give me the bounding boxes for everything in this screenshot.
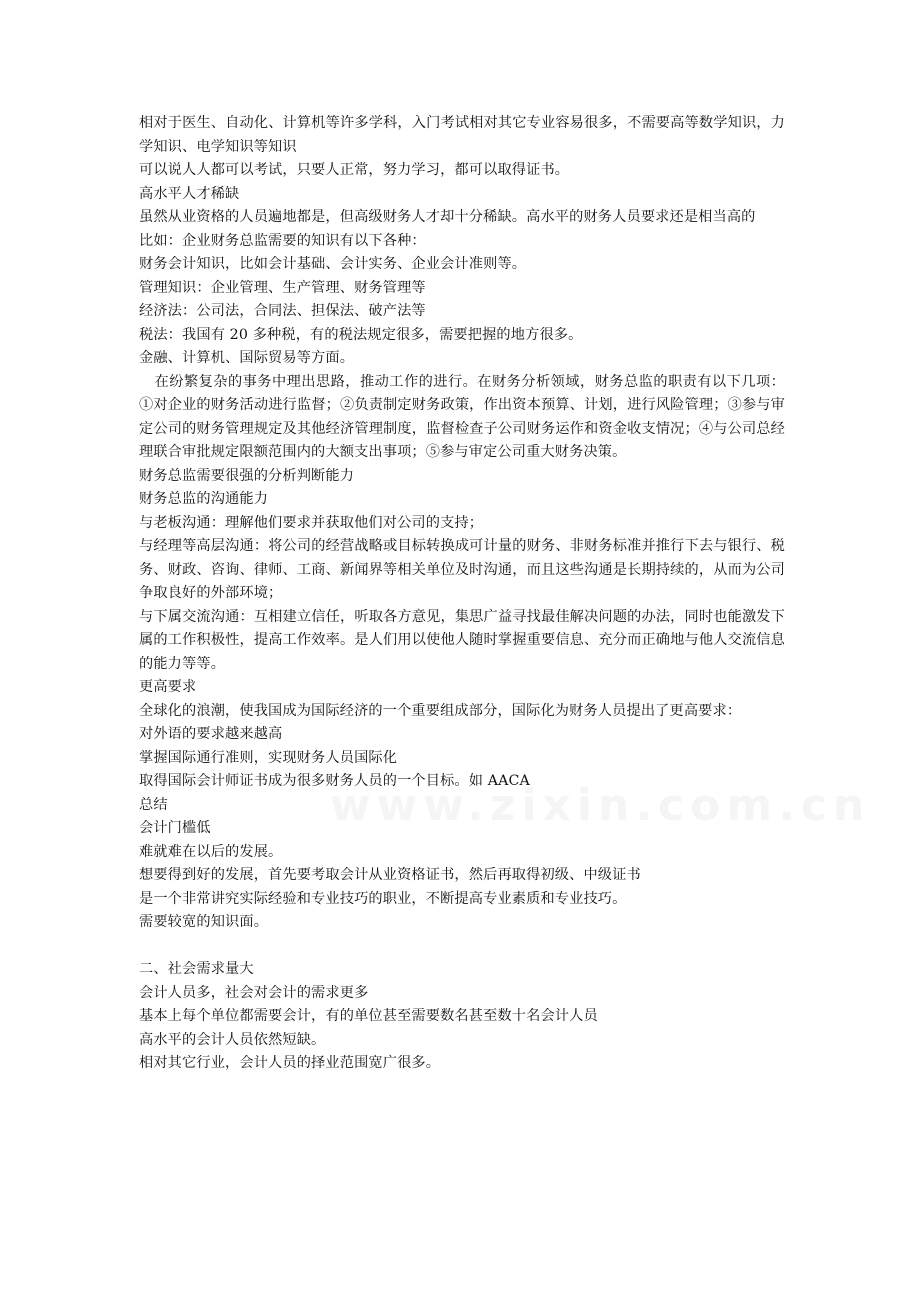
- paragraph: 比如：企业财务总监需要的知识有以下各种：: [139, 232, 426, 249]
- paragraph: 基本上每个单位都需要会计，有的单位甚至需要数名甚至数十名会计人员: [139, 1008, 598, 1024]
- paragraph: 相对其它行业，会计人员的择业范围宽广很多。: [139, 1055, 441, 1071]
- paragraph: 是一个非常讲究实际经验和专业技巧的职业，不断提高专业素质和专业技巧。: [139, 890, 627, 907]
- list-item: 对外语的要求越来越高: [139, 726, 283, 742]
- paragraph: 财务总监需要很强的分析判断能力: [139, 467, 355, 484]
- paragraph: 想要得到好的发展，首先要考取会计从业资格证书，然后再取得初级、中级证书: [139, 867, 641, 883]
- paragraph: 会计人员多，社会对会计的需求更多: [139, 984, 369, 1001]
- paragraph: 全球化的浪潮，使我国成为国际经济的一个重要组成部分，国际化为财务人员提出了更高要求：: [139, 702, 742, 719]
- document-body: [139, 112, 785, 1076]
- section-heading: 高水平人才稀缺: [139, 185, 240, 202]
- paragraph: 难就难在以后的发展。: [139, 843, 283, 860]
- paragraph: 可以说人人都可以考试，只要人正常，努力学习，都可以取得证书。: [139, 162, 570, 178]
- list-item: 经济法：公司法，合同法、担保法、破产法等: [139, 303, 426, 319]
- list-item: 金融、计算机、国际贸易等方面。: [139, 350, 355, 366]
- section-heading: 更高要求: [139, 679, 197, 695]
- paragraph: 与经理等高层沟通：将公司的经营战略或目标转换成可计量的财务、非财务标准并推行下去与银行、税务、财政、咨询、律师、工商、新闻界等相关单位及时沟通，而且这些沟通是长期持续的，从而为公司争取良好的外部环境；: [139, 538, 785, 601]
- section-heading: 财务总监的沟通能力: [139, 491, 269, 507]
- blank-line: [139, 935, 785, 959]
- list-item: 财务会计知识，比如会计基础、会计实务、企业会计准则等。: [139, 256, 527, 272]
- section-heading: 总结: [139, 796, 168, 813]
- paragraph: 相对于医生、自动化、计算机等许多学科，入门考试相对其它专业容易很多，不需要高等数学知识，力学知识、电学知识等知识: [139, 115, 785, 155]
- paragraph: 会计门槛低: [139, 820, 211, 836]
- paragraph: 虽然从业资格的人员遍地都是，但高级财务人才却十分稀缺。高水平的财务人员要求还是相当高的: [139, 209, 756, 225]
- paragraph: 与下属交流沟通：互相建立信任，听取各方意见，集思广益寻找最佳解决问题的办法，同时也能激发下属的工作积极性，提高工作效率。是人们用以使他人随时掌握重要信息、充分而正确地与他人交流信息的能力等等。: [139, 608, 785, 672]
- section-heading: 二、社会需求量大: [139, 961, 254, 977]
- list-item: 掌握国际通行准则，实现财务人员国际化: [139, 749, 398, 766]
- list-item: 税法：我国有 20 多种税，有的税法规定很多，需要把握的地方很多。: [139, 326, 583, 343]
- paragraph: 与老板沟通：理解他们要求并获取他们对公司的支持；: [139, 514, 484, 531]
- paragraph: 需要较宽的知识面。: [139, 914, 269, 930]
- paragraph: 高水平的会计人员依然短缺。: [139, 1031, 326, 1048]
- list-item: 管理知识：企业管理、生产管理、财务管理等: [139, 279, 426, 296]
- list-item: 取得国际会计师证书成为很多财务人员的一个目标。如 AACA: [139, 773, 530, 789]
- paragraph: 在纷繁复杂的事务中理出思路，推动工作的进行。在财务分析领域，财务总监的职责有以下几项：①对企业的财务活动进行监督；②负责制定财务政策，作出资本预算、计划，进行风险管理；③参与审定公司的财务管理规定及其他经济管理制度，监督检查子公司财务运作和资金收支情况；④与公司总经理联合审批规定限额范围内的大额支出事项；⑤参与审定公司重大财务决策。: [139, 373, 785, 460]
- watermark: www.zixin.com.cn: [330, 780, 871, 831]
